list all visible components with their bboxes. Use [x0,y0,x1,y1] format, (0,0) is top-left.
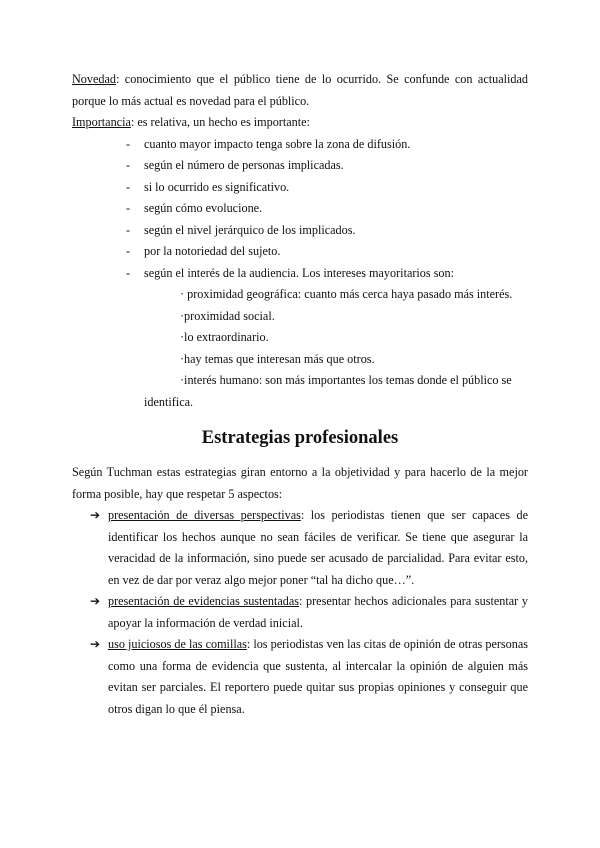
list-item: - cuanto mayor impacto tenga sobre la zona de difusión. [72,134,528,156]
novedad-paragraph [72,69,528,112]
importancia-list [72,134,528,285]
sub-list-item: · proximidad geográfica: cuanto más cerca haya pasado más interés. [180,287,513,301]
arrow-bullet-icon: ➔ [90,637,101,651]
dash-bullet: - [126,158,131,172]
intro-paragraph: Según Tuchman estas estrategias giran entorno a la objetividad y para hacerlo de la mejor forma posible, hay que respetar 5 aspectos: [72,465,528,501]
dash-bullet: - [126,201,131,215]
list-item: - según el nivel jerárquico de los implicados. [72,220,528,242]
aspecto-text: : los periodistas tienen que ser capaces de identificar los hechos aunque no sean fáciles de verificar. Se tiene que asegurar la veracidad de la información, sino puede ser acusado de parcialidad. Para evitar esto, en vez de dar por veraz algo mejor poner “tal ha dicho que…”. [108,508,528,587]
importancia-text: : es relativa, un hecho es importante: [130,115,310,129]
importancia-paragraph [72,112,528,134]
sub-list-item: ·lo extraordinario. [180,330,269,344]
sub-list-item [72,370,528,413]
aspecto-term: presentación de diversas perspectivas [108,508,301,522]
sub-list-item: ·proximidad social. [180,308,275,323]
list-item [72,634,528,720]
dash-bullet: - [126,244,131,258]
arrow-bullet-icon: ➔ [90,508,101,522]
list-item: - según el interés de la audiencia. Los intereses mayoritarios son: [72,263,528,285]
interes-humano-text: ·interés humano: son más importantes los temas donde el público se [180,373,512,387]
list-item: - según cómo evolucione. [72,198,528,220]
intereses-list [72,284,528,413]
interes-humano-cont: identifica. [144,394,194,409]
dash-bullet: - [126,222,131,237]
document-page [72,69,528,720]
list-item: - si lo ocurrido es significativo. [72,177,528,199]
list-item: - por la notoriedad del sujeto. [72,241,528,263]
list-item: - según el número de personas implicadas. [72,155,528,177]
importancia-term: Importancia [72,115,131,129]
section-heading: Estrategias profesionales [201,428,399,448]
list-item [72,505,528,591]
dash-bullet: - [126,265,131,280]
dash-bullet: - [126,179,131,194]
list-item [72,591,528,634]
aspecto-term: presentación de evidencias sustentadas [108,594,299,608]
sub-list-item: ·hay temas que interesan más que otros. [180,351,375,366]
novedad-text: : conocimiento que el público tiene de lo ocurrido. Se confunde con actualidad porque lo más actual es novedad para el público. [72,72,528,108]
aspectos-list [72,505,528,720]
aspecto-text: : los periodistas ven las citas de opinión de otras personas como una forma de evidencia que sustenta, al intercalar la opinión de alguien más evitan ser parciales. El reportero puede quitar sus propias opiniones y conseguir que otros digan lo que él piensa. [108,637,528,716]
dash-bullet: - [126,136,131,151]
aspecto-text: : presentar hechos adicionales para sustentar y apoyar la información de verdad inicial. [108,594,528,630]
aspecto-term: uso juiciosos de las comillas [108,637,247,651]
novedad-term: Novedad [72,72,116,86]
arrow-bullet-icon: ➔ [90,594,101,608]
